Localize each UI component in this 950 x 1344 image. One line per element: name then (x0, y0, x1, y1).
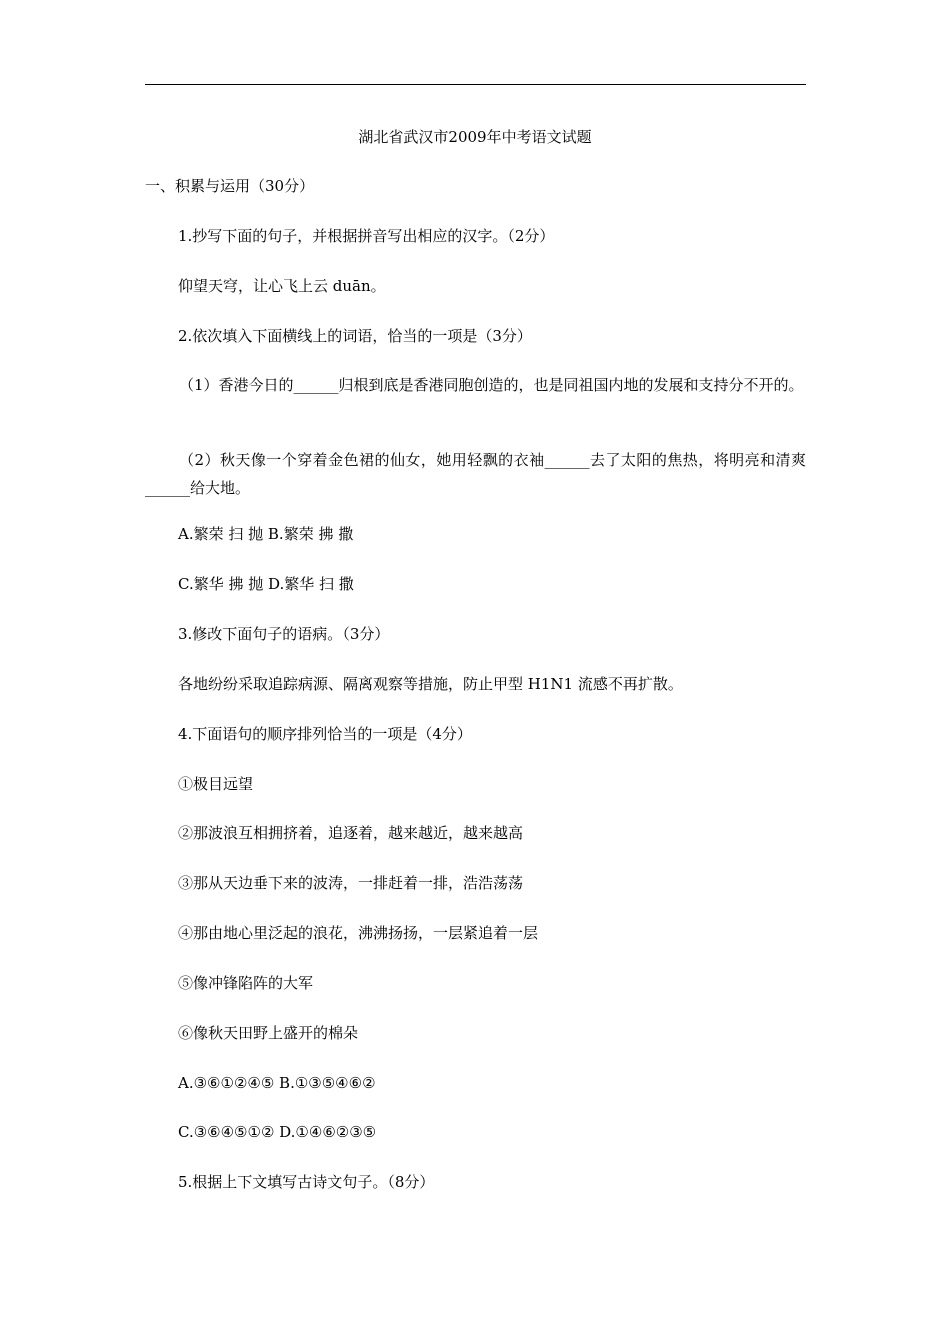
question-4-prompt: 4.下面语句的顺序排列恰当的一项是（4分） (178, 725, 472, 743)
question-3-prompt: 3.修改下面句子的语病。（3分） (178, 625, 390, 643)
question-1-sentence: 仰望天穹，让心飞上云 duān。 (178, 277, 386, 295)
question-2-options-ab: A.繁荣 扫 抛 B.繁荣 拂 撒 (178, 525, 354, 543)
question-4-item: ①极目远望 (178, 775, 254, 793)
section-heading: 一、积累与运用（30分） (145, 177, 315, 195)
question-2-options-cd: C.繁华 拂 抛 D.繁华 扫 撒 (178, 575, 354, 593)
question-4-item: ⑤像冲锋陷阵的大军 (178, 974, 314, 992)
question-2-item-1: （1）香港今日的______归根到底是香港同胞创造的，也是同祖国内地的发展和支持分不开的。 (179, 376, 804, 394)
question-4-item: ②那波浪互相拥挤着，追逐着，越来越近，越来越高 (178, 824, 524, 842)
question-4-item: ④那由地心里泛起的浪花，沸沸扬扬，一层紧追着一层 (178, 924, 539, 942)
question-3-sentence: 各地纷纷采取追踪病源、隔离观察等措施，防止甲型 H1N1 流感不再扩散。 (178, 675, 683, 693)
question-2-prompt: 2.依次填入下面横线上的词语，恰当的一项是（3分） (178, 327, 532, 345)
document-title: 湖北省武汉市2009年中考语文试题 (358, 128, 592, 146)
question-4-item: ③那从天边垂下来的波涛，一排赶着一排，浩浩荡荡 (178, 874, 524, 892)
question-2-item-2: （2）秋天像一个穿着金色裙的仙女，她用轻飘的衣袖______去了太阳的焦热，将明亮和清爽______给大地。 (145, 451, 806, 497)
question-5-prompt: 5.根据上下文填写古诗文句子。（8分） (178, 1173, 435, 1191)
question-4-item: ⑥像秋天田野上盛开的棉朵 (178, 1024, 359, 1042)
question-4-options-ab: A.③⑥①②④⑤ B.①③⑤④⑥② (178, 1074, 376, 1092)
header-rule (145, 84, 806, 85)
question-4-options-cd: C.③⑥④⑤①② D.①④⑥②③⑤ (178, 1123, 377, 1141)
question-1-prompt: 1.抄写下面的句子，并根据拼音写出相应的汉字。（2分） (178, 227, 555, 245)
